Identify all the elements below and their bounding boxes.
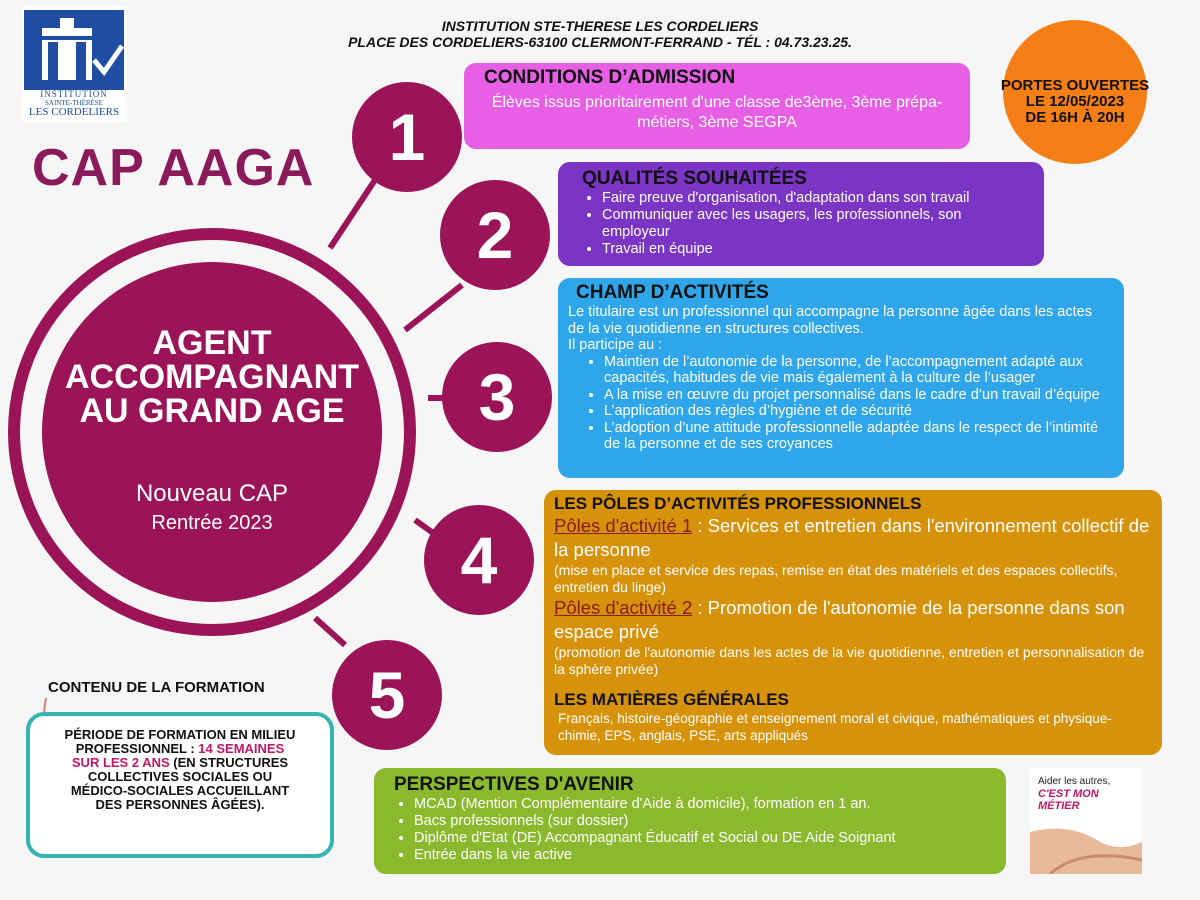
list-item: • Entrée dans la vie active [414, 847, 992, 864]
header-line-1: INSTITUTION STE-THERESE LES CORDELIERS [441, 18, 759, 34]
activities-intro-2: Il participe au : [568, 337, 663, 353]
qualities-list [582, 190, 1032, 258]
activities-card [558, 278, 1124, 478]
qualities-card [558, 162, 1044, 266]
open-day-line-1: PORTES OUVERTES [1000, 77, 1150, 94]
open-day-line-3: DE 16H À 20H [1025, 109, 1125, 126]
general-subjects-text: Français, histoire-géographie et enseignement moral et civique, mathématiques et physique-chimie, EPS, anglais, PSE, arts appliqués [558, 711, 1112, 743]
admission-card [464, 63, 970, 149]
activities-title: CHAMP D’ACTIVITÉS [576, 282, 769, 303]
hands-icon [1030, 812, 1142, 874]
training-box [26, 712, 334, 858]
career-badge-line-2: C'EST MON MÉTIER [1038, 788, 1099, 812]
pole-1-label: Pôles d'activité 1 [554, 515, 693, 536]
training-title: CONTENU DE LA FORMATION [48, 679, 265, 696]
open-day-line-2: LE 12/05/2023 [1025, 93, 1125, 110]
training-text-b: (EN STRUCTURES COLLECTIVES SOCIALES OU MÉDICO-SOCIALES ACCUEILLANT DES PERSONNES ÂGÉES). [70, 755, 290, 812]
step-number-3: 3 [442, 342, 552, 452]
activities-list [568, 354, 1112, 453]
pole-1-detail: (mise en place et service des repas, remise en état des matériels et des espaces collectifs, entretien du linge) [554, 562, 1118, 595]
admission-title: CONDITIONS D’ADMISSION [484, 67, 736, 88]
step-number-5: 5 [332, 640, 442, 750]
center-subtitle: Nouveau CAP [135, 480, 289, 507]
center-circle [42, 262, 382, 602]
pole-2-label: Pôles d'activité 2 [554, 597, 693, 618]
list-item: • Travail en équipe [602, 241, 1032, 258]
logo-text-2: SAINTE-THÉRÈSE [45, 99, 103, 107]
center-title-3: AU GRAND AGE [79, 392, 345, 430]
logo-text-3: LES CORDELIERS [28, 106, 120, 118]
step-number-2: 2 [440, 180, 550, 290]
poles-card [544, 490, 1162, 755]
pole-2 [554, 596, 1150, 644]
list-item: • Faire preuve d'organisation, d'adaptation dans son travail [602, 190, 1032, 207]
perspectives-list [394, 796, 992, 864]
pole-1-text: : Services et entretien dans l'environnement collectif de la personne [554, 515, 1150, 560]
qualities-title: QUALITÉS SOUHAITÉES [582, 168, 807, 189]
center-title-1: AGENT [152, 324, 272, 362]
career-badge-image [1030, 768, 1142, 874]
pole-2-detail: (promotion de l'autonomie dans les actes de la vie quotidienne, entretien et personnalisation de la sphère privée) [554, 644, 1145, 677]
list-item: • Communiquer avec les usagers, les professionnels, son employeur [602, 207, 1032, 241]
header-line-2: PLACE DES CORDELIERS-63100 CLERMONT-FERRAND - TÉL : 04.73.23.25. [348, 34, 852, 50]
center-date: Rentrée 2023 [151, 512, 273, 534]
perspectives-card [374, 768, 1006, 874]
open-day-badge [1000, 20, 1150, 164]
training-text [64, 728, 296, 812]
list-item: • MCAD (Mention Complémentaire d'Aide à domicile), formation en 1 an. [414, 796, 992, 813]
activities-intro: Le titulaire est un professionnel qui accompagne la personne âgée dans les actes de la vie quotidienne en structures collectives. [568, 304, 1092, 337]
pole-1 [554, 514, 1150, 562]
training-highlight: 14 SEMAINES SUR LES 2 ANS [71, 741, 285, 770]
general-subjects-title: LES MATIÈRES GÉNÉRALES [554, 690, 789, 709]
center-title-2: ACCOMPAGNANT [64, 358, 359, 396]
list-item: • L’application des règles d’hygiène et de sécurité [604, 403, 1112, 420]
page-title: CAP AAGA [32, 139, 315, 197]
step-number-4: 4 [424, 505, 534, 615]
career-badge-line-1: Aider les autres, [1038, 776, 1111, 787]
perspectives-title: PERSPECTIVES D'AVENIR [394, 774, 634, 795]
list-item: • L’adoption d’une attitude professionnelle adaptée dans le respect de l’intimité de la personne et de ses croyances [604, 420, 1112, 453]
list-item: • Maintien de l’autonomie de la personne, de l’accompagnement adapté aux capacités, habitudes de vie mais également à la culture de l’usager [604, 354, 1112, 387]
training-text-a: PÉRIODE DE FORMATION EN MILIEU PROFESSIONNEL : [64, 727, 296, 756]
list-item: • A la mise en œuvre du projet personnalisé dans le cadre d’un travail d’équipe [604, 387, 1112, 404]
poles-title: LES PÔLES D’ACTIVITÉS PROFESSIONNELS [554, 494, 922, 513]
logo-text-1: INSTITUTION [40, 89, 108, 99]
admission-text: Élèves issus prioritairement d'une classe de3ème, 3ème prépa-métiers, 3ème SEGPA [491, 94, 943, 131]
pole-2-text: : Promotion de l'autonomie de la personne dans son espace privé [554, 597, 1125, 642]
list-item: • Bacs professionnels (sur dossier) [414, 813, 992, 830]
step-number-1: 1 [352, 82, 462, 192]
list-item: • Diplôme d'Etat (DE) Accompagnant Éducatif et Social ou DE Aide Soignant [414, 830, 992, 847]
